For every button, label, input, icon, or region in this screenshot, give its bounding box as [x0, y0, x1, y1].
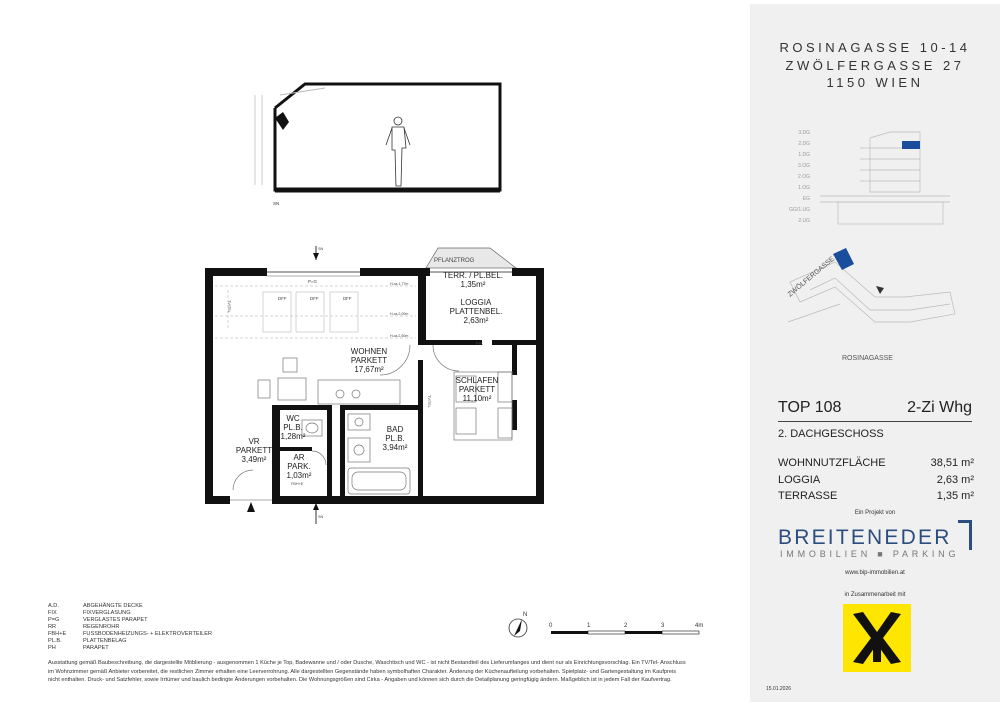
site-unit-highlight [833, 248, 854, 270]
scale-tick-1: 1 [587, 623, 591, 629]
section-sn-label: SN [273, 201, 280, 206]
area-label: LOGGIA [778, 474, 821, 486]
scale-tick-2: 2 [624, 623, 628, 629]
developer-logo-bracket [958, 520, 972, 550]
floor-label: GG/1.UG [789, 207, 810, 213]
room-vr-floor: PARKETT [235, 446, 273, 455]
room-loggia-floor: PLATTENBEL. [449, 307, 503, 316]
site-plan [780, 242, 970, 362]
sn-label-top: SN [318, 247, 324, 251]
room-bad-floor: PL.B. [385, 434, 405, 443]
dff-label-1: DFF [278, 296, 287, 301]
area-row-terrace [778, 490, 974, 502]
room-wohnen-area: 17,67m² [354, 365, 384, 374]
room-loggia-name: LOGGIA [460, 298, 492, 307]
unit-type: 2-Zi Whg [907, 399, 972, 416]
room-ar-floor: PARK. [287, 462, 311, 471]
legend-row: P=G VERGLASTES PARAPET [48, 617, 148, 623]
area-label: TERRASSE [778, 490, 838, 502]
room-terr-name: TERR. / PL.BEL. [442, 271, 504, 280]
room-terr-area: 1,35m² [460, 280, 486, 289]
address-line-1: ROSINAGASSE 10-14 [779, 40, 971, 55]
disclaimer-line: Ausstattung gemäß Baubeschreibung, die dargestellte Möblierung - ausgenommen 1 Küche je Top, Badewanne und / oder Dusche, Waschtisch und WC - ist nicht Bestandteil des Lieferumfanges und dient nur als Einrichtungsvorschlag. Ein TV/Tel- Anschluss [48, 660, 686, 666]
floor-label: 2.OG [798, 174, 810, 180]
developer-url: www.bip-immobilien.at [845, 570, 905, 576]
room-schlafen-floor: PARKETT [458, 385, 496, 394]
floor-label: 3.DG [798, 130, 810, 136]
fbhe-label: FBH+E [291, 482, 304, 486]
legend [48, 603, 212, 652]
fix-label: FIX [476, 341, 483, 346]
street-rosinagasse: ROSINAGASSE [842, 355, 893, 362]
floor-label: EG [802, 196, 810, 202]
room-schlafen-area: 11,10m² [462, 394, 492, 403]
scale-tick-3: 3 [661, 623, 665, 629]
scale-tick-0: 0 [549, 623, 553, 629]
legend-row: A.D. ABGEHÄNGTE DECKE [48, 603, 143, 609]
area-row-loggia [778, 474, 974, 486]
dff-label-3: DFF [343, 296, 352, 301]
room-wohnen-name: WOHNEN [350, 347, 388, 356]
tvtel-label-2: TV/TEL [427, 395, 431, 408]
entrance-arrow [247, 502, 255, 512]
disclaimer [48, 659, 718, 685]
tvtel-label: TV/TEL [227, 300, 231, 313]
room-ar-name: AR [293, 453, 305, 462]
address-line-2: ZWÖLFERGASSE 27 [785, 58, 965, 73]
height-label-2: H.ca.2,00m [390, 312, 409, 316]
room-wc-area: 1,28m² [280, 432, 306, 441]
unit-highlight [902, 141, 920, 149]
legend-row: PL.B. PLATTENBELAG [48, 638, 127, 644]
street-zwoelfergasse: ZWÖLFERGASSE [786, 255, 836, 299]
room-vr-area: 3,49m² [241, 455, 267, 464]
floor-label: 2.UG [798, 218, 810, 224]
section-view [255, 84, 500, 206]
north-arrow-icon [509, 612, 527, 637]
legend-row: RR REGENROHR [48, 624, 120, 630]
unit-top-number: TOP 108 [778, 399, 842, 416]
area-row-living [778, 457, 974, 469]
disclaimer-line: im Wohnzimmer gemäß Anbieter vorbereitet, die restlichen Zimmer erhalten eine Leerverrohrung. Alle dargestellten Gegenstände haben symbolhaften Charakter. Änderung der Küchenaufteilung vorbehalten. Spielplatz- und Gartengestaltung im Kaufpreis [48, 668, 676, 675]
room-wohnen-floor: PARKETT [350, 356, 388, 365]
svg-text:N: N [523, 612, 528, 618]
area-value: 1,35 m² [936, 490, 974, 502]
section-marker-bottom [313, 503, 319, 524]
person-figure [386, 117, 410, 186]
divider [778, 421, 972, 422]
pg-label: P=G [308, 279, 317, 284]
room-ar-area: 1,03m² [286, 471, 312, 480]
planter-label: PFLANZTROG [434, 258, 475, 264]
dff-label-2: DFF [310, 296, 319, 301]
developer-logo: BREITENEDER [778, 526, 952, 549]
area-label: WOHNNUTZFLÄCHE [778, 457, 886, 469]
building-sideview [790, 124, 960, 229]
room-schlafen-name: SCHLAFEN [455, 376, 499, 385]
partner-intro: in Zusammenarbeit mit [844, 592, 906, 598]
height-label-3: H.ca.2,50m [390, 334, 409, 338]
unit-floor: 2. DACHGESCHOSS [778, 428, 884, 440]
area-value: 2,63 m² [936, 474, 974, 486]
info-panel [750, 4, 1000, 702]
legend-row: FBH+E FUSSBODENHEIZUNGS- + ELEKTROVERTEILER [48, 631, 213, 637]
floor-label: 2.DG [798, 141, 810, 147]
address-line-3: 1150 WIEN [826, 75, 924, 90]
room-loggia-area: 2,63m² [463, 316, 489, 325]
floor-label: 1.DG [798, 152, 810, 158]
room-bad-name: BAD [386, 425, 404, 434]
legend-row: FIX FIXVERGLASUNG [48, 610, 131, 616]
developer-tagline: IMMOBILIEN ■ PARKING [780, 549, 960, 559]
room-wc-floor: PL.B. [283, 423, 303, 432]
disclaimer-line: nicht enthalten. Druck- und Satzfehler, sowie Irrtümer und baulich bedingte Änderungen vorbehalten. Die Wohnungsgrößen sind Cirka - Angaben und können sich durch die Detailplanung geringfügig ändern. Maßgeblich ist in jedem Fall der Kaufvertrag. [48, 677, 672, 683]
developer-intro: Ein Projekt von [854, 510, 896, 516]
raiffeisen-logo [843, 604, 911, 672]
room-bad-area: 3,94m² [382, 443, 408, 452]
scale-tick-4: 4m [695, 623, 704, 629]
floor-label: 3.OG [798, 163, 810, 169]
scale-bar [549, 623, 703, 634]
plan-date: 15.01.2026 [766, 686, 792, 692]
area-value: 38,51 m² [930, 457, 974, 469]
legend-row: PH PARAPET [48, 645, 109, 651]
floor-label: 1.OG [798, 185, 810, 191]
sn-label-bottom: SN [318, 515, 324, 519]
room-wc-name: WC [286, 414, 300, 423]
room-vr-name: VR [248, 437, 260, 446]
height-label-1: H.ca.1,77m [390, 282, 409, 286]
